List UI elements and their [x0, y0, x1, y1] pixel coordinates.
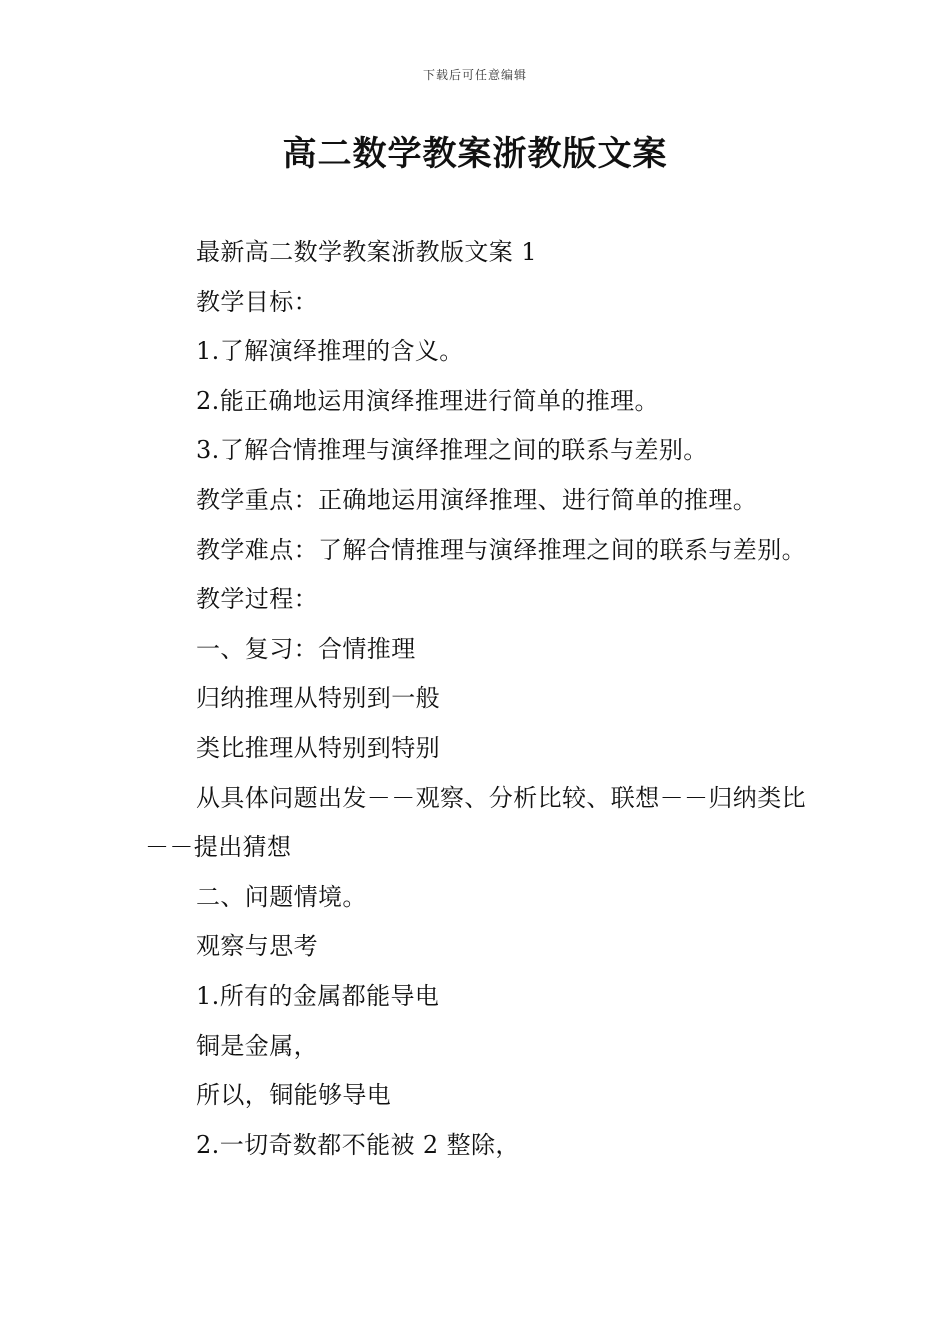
paragraph-review-heading: 一、复习：合情推理	[196, 634, 416, 663]
document-title: 高二数学教案浙教版文案	[282, 134, 668, 174]
document-body	[145, 228, 810, 1170]
paragraph-situation-heading: 二、问题情境。	[196, 882, 367, 911]
paragraph-example-2: 2.一切奇数都不能被 2 整除，	[196, 1130, 520, 1159]
page-header-note: 下载后可任意编辑	[422, 68, 527, 82]
paragraph-key-point: 教学重点：正确地运用演绎推理、进行简单的推理。	[196, 485, 758, 514]
paragraph-method: 从具体问题出发－－观察、分析比较、联想－－归纳类比－－提出猜想	[145, 783, 806, 862]
paragraph-example-1: 1.所有的金属都能导电	[196, 981, 440, 1010]
paragraph-objectives-heading: 教学目标：	[196, 287, 318, 316]
paragraph-difficulty: 教学难点：了解合情推理与演绎推理之间的联系与差别。	[196, 535, 806, 564]
paragraph-process-heading: 教学过程：	[196, 585, 318, 614]
paragraph-objective-1: 1.了解演绎推理的含义。	[196, 337, 464, 366]
paragraph-example-1-premise: 铜是金属，	[196, 1031, 318, 1060]
paragraph-subtitle: 最新高二数学教案浙教版文案 1	[196, 238, 537, 266]
paragraph-analogy: 类比推理从特别到特别	[196, 733, 440, 762]
paragraph-example-1-conclusion: 所以，铜能够导电	[196, 1081, 392, 1110]
paragraph-observe-think: 观察与思考	[196, 932, 318, 961]
paragraph-objective-2: 2.能正确地运用演绎推理进行简单的推理。	[196, 386, 659, 415]
paragraph-induction: 归纳推理从特别到一般	[196, 684, 440, 713]
paragraph-objective-3: 3.了解合情推理与演绎推理之间的联系与差别。	[196, 436, 708, 465]
